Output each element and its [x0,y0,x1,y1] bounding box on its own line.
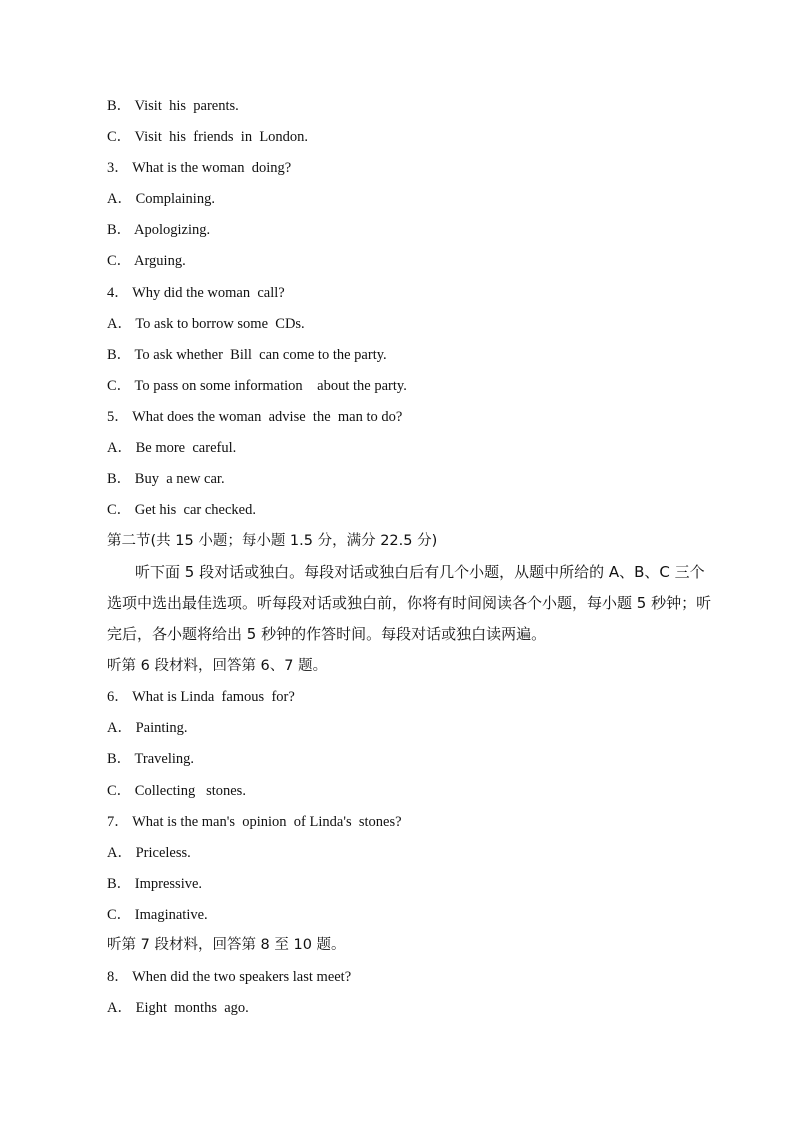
question-8: 8． When did the two speakers last meet? [107,969,352,985]
section-instructions: 听下面 5 段对话或独白。每段对话或独白后有几个小题，从题中所给的 A、B、C 三个选项中选出最佳选项。听每段对话或独白前，你将有时间阅读各个小题，每小题 5 秒钟；听完后，各小题将给出 5 秒钟的作答时间。每段对话或独白读两遍。 [107,563,712,643]
option-5a: A． Be more careful. [107,440,237,456]
option-7b: B． Impressive. [107,876,203,892]
option-7c: C． Imaginative. [107,907,208,923]
option-6a: A． Painting. [107,720,188,736]
question-7: 7． What is the man's opinion of Linda's stones? [107,814,402,830]
option-3c: C． Arguing. [107,253,186,269]
option-6c: C． Collecting stones. [107,783,246,799]
material-7-heading: 听第 7 段材料，回答第 8 至 10 题。 [107,937,346,953]
option-2b: B． Visit his parents. [107,98,239,114]
option-3b: B． Apologizing. [107,222,211,238]
option-5c: C． Get his car checked. [107,502,256,518]
option-5b: B． Buy a new car. [107,471,225,487]
option-4a: A． To ask to borrow some CDs. [107,316,305,332]
option-4c: C． To pass on some information about the party. [107,378,407,394]
question-6: 6． What is Linda famous for? [107,689,295,705]
option-3a: A． Complaining. [107,191,215,207]
question-5: 5． What does the woman advise the man to do? [107,409,403,425]
option-6b: B． Traveling. [107,751,195,767]
section-heading: 第二节(共 15 小题；每小题 1.5 分，满分 22.5 分) [107,533,438,549]
question-3: 3． What is the woman doing? [107,160,292,176]
option-8a: A． Eight months ago. [107,1000,249,1016]
option-2c: C． Visit his friends in London. [107,129,309,145]
option-7a: A． Priceless. [107,845,191,861]
question-4: 4． Why did the woman call? [107,285,285,301]
material-6-heading: 听第 6 段材料，回答第 6、7 题。 [107,658,328,674]
option-4b: B． To ask whether Bill can come to the party. [107,347,387,363]
